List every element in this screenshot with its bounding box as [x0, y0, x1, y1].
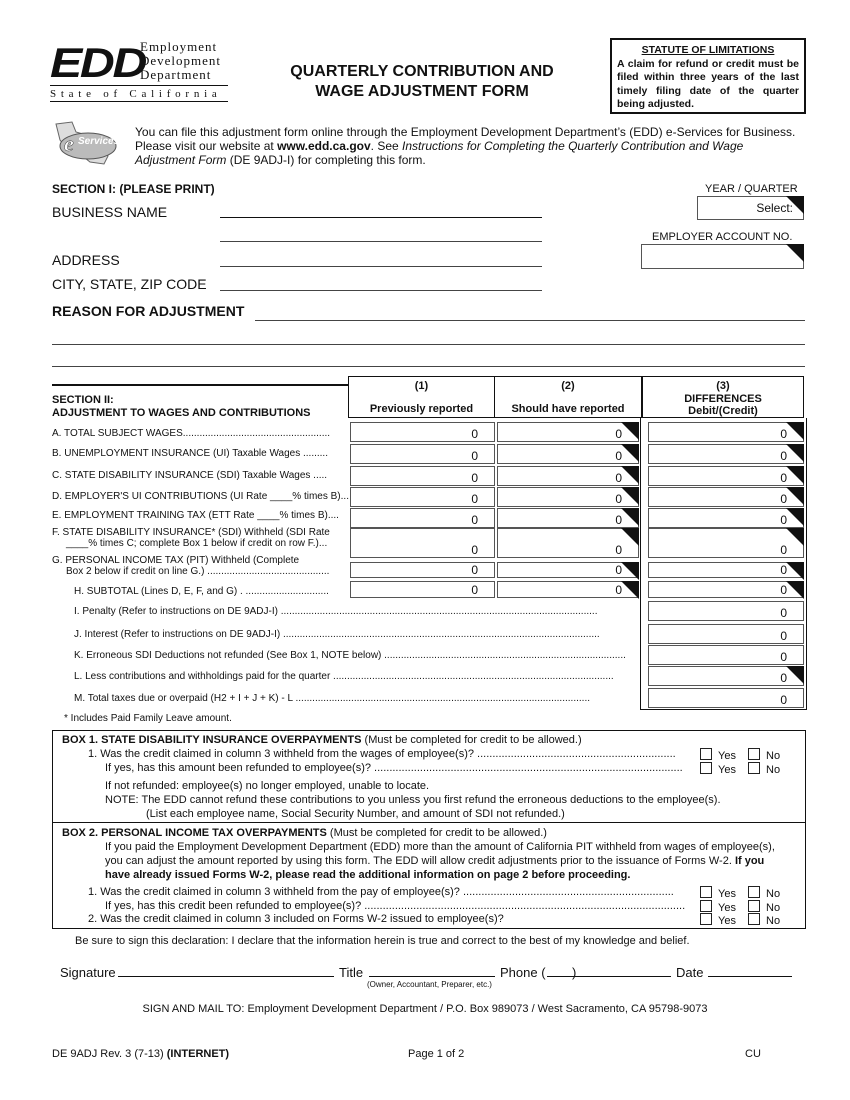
- amount-value: 0: [471, 563, 478, 577]
- statute-text: A claim for refund or credit must be filed within three years of the last timely filing date of the quarter being adjusted.: [617, 57, 799, 110]
- row-label: [52, 491, 349, 502]
- amount-field-c2[interactable]: [497, 487, 639, 507]
- amount-field-c3[interactable]: [648, 444, 804, 464]
- declaration: Be sure to sign this declaration: I declare that the information herein is true and correct to the best of my knowledge and belief.: [75, 935, 690, 947]
- checkbox-label: No: [766, 888, 781, 900]
- amount-value: 0: [780, 563, 787, 577]
- title-note: (Owner, Accountant, Preparer, etc.): [367, 980, 492, 989]
- field-corner-icon: [786, 581, 804, 599]
- page-number: Page 1 of 2: [408, 1048, 465, 1060]
- website-link[interactable]: www.edd.ca.gov: [277, 139, 371, 153]
- col3-header: [642, 376, 804, 418]
- col3-label1: DIFFERENCES: [684, 393, 762, 405]
- amount-field-c3[interactable]: [648, 466, 804, 486]
- intro-line3a: Adjustment Form: [135, 153, 227, 167]
- reason-field-3[interactable]: [52, 366, 805, 367]
- col2-label: Should have reported: [511, 403, 625, 415]
- row-label: [52, 428, 330, 439]
- checkbox-square[interactable]: [700, 886, 712, 898]
- year-quarter-select[interactable]: [697, 196, 804, 220]
- title-label: Title: [339, 965, 364, 980]
- logo-line2: Development: [140, 53, 222, 68]
- row-label-line: F. STATE DISABILITY INSURANCE* (SDI) Withheld (SDI Rate: [52, 527, 330, 538]
- yes-checkbox[interactable]: [700, 762, 736, 776]
- amount-field-c3[interactable]: [648, 581, 804, 598]
- field-corner-icon: [786, 244, 804, 262]
- checkbox-label: No: [766, 764, 781, 776]
- amount-value: 0: [471, 583, 478, 597]
- phone-label: Phone (: [500, 965, 546, 980]
- checkbox-square[interactable]: [748, 748, 760, 760]
- checkbox-square[interactable]: [700, 913, 712, 925]
- footnote: * Includes Paid Family Leave amount.: [64, 713, 232, 724]
- amount-field-c2[interactable]: [497, 528, 639, 558]
- amount-value: 0: [615, 583, 622, 597]
- amount-field-c2[interactable]: [497, 508, 639, 528]
- select-text: Select:: [756, 201, 793, 215]
- col3-num: (3): [716, 380, 730, 392]
- checkbox-label: Yes: [718, 888, 736, 900]
- checkbox-label: Yes: [718, 750, 736, 762]
- yes-checkbox[interactable]: [700, 748, 736, 762]
- employer-account-label: EMPLOYER ACCOUNT NO.: [652, 231, 793, 243]
- city-label: CITY, STATE, ZIP CODE: [52, 276, 207, 292]
- box1-title-a: BOX 1. STATE DISABILITY INSURANCE OVERPAYMENTS: [62, 734, 362, 746]
- no-checkbox[interactable]: [748, 886, 780, 900]
- amount-field-c2[interactable]: [497, 466, 639, 486]
- amount-value: 0: [780, 629, 787, 643]
- checkbox-label: No: [766, 915, 781, 927]
- box2-p3: have already issued Forms W-2, please read the additional information on page 2 before proceeding.: [105, 869, 631, 881]
- box2-p2b: If you: [734, 855, 765, 867]
- intro-line3: [135, 153, 815, 167]
- intro-line3b: (DE 9ADJ-I) for completing this form.: [226, 153, 426, 167]
- logo-line1: Employment: [140, 39, 218, 54]
- business-name-label: BUSINESS NAME: [52, 204, 168, 220]
- amount-value: 0: [615, 492, 622, 506]
- box2-title-b: (Must be completed for credit to be allowed.): [326, 827, 547, 839]
- section2-title: [52, 394, 311, 420]
- amount-field-c1[interactable]: [350, 508, 495, 528]
- amount-value: 0: [471, 543, 478, 557]
- amount-field-c3[interactable]: [648, 562, 804, 578]
- business-name-field[interactable]: [220, 217, 542, 218]
- row-label: L. Less contributions and withholdings paid for the quarter .....................................................................................................: [74, 671, 614, 682]
- checkbox-label: Yes: [718, 915, 736, 927]
- box1-title-b: (Must be completed for credit to be allowed.): [361, 734, 582, 746]
- amount-field-c2[interactable]: [497, 422, 639, 442]
- no-checkbox[interactable]: [748, 900, 780, 914]
- intro-line2: [135, 139, 815, 153]
- box1-title: [62, 734, 582, 746]
- dropdown-corner-icon: [786, 196, 804, 214]
- col3-label2: Debit/(Credit): [688, 405, 758, 417]
- employer-account-field[interactable]: [641, 244, 804, 269]
- mail-to: SIGN AND MAIL TO: Employment Development Department / P.O. Box 989073 / West Sacramento, CA 95798-9073: [142, 1003, 708, 1015]
- reason-label: REASON FOR ADJUSTMENT: [52, 303, 245, 319]
- row-label: [52, 555, 329, 577]
- field-corner-icon: [786, 422, 804, 440]
- reason-field-1[interactable]: [255, 320, 805, 321]
- intro-line2a: Please visit our website at: [135, 139, 278, 153]
- amount-value: 0: [780, 543, 787, 557]
- amount-field-c1[interactable]: [350, 422, 495, 442]
- form-title-line1: QUARTERLY CONTRIBUTION AND: [290, 63, 554, 80]
- amount-value: 0: [471, 427, 478, 441]
- amount-value: 0: [615, 427, 622, 441]
- field-corner-icon: [621, 487, 639, 505]
- field-corner-icon: [621, 562, 639, 580]
- box2-title: [62, 827, 547, 839]
- box2-title-a: BOX 2. PERSONAL INCOME TAX OVERPAYMENTS: [62, 827, 327, 839]
- form-title-line2: WAGE ADJUSTMENT FORM: [315, 83, 529, 100]
- field-corner-icon: [621, 444, 639, 462]
- yes-checkbox[interactable]: [700, 913, 736, 927]
- signature-label: Signature: [60, 965, 116, 980]
- no-checkbox[interactable]: [748, 762, 780, 776]
- checkbox-label: Yes: [718, 764, 736, 776]
- intro-line2c: . See: [370, 139, 403, 153]
- col2-num: (2): [561, 380, 575, 392]
- amount-value: 0: [780, 513, 787, 527]
- eservices-badge-icon: [50, 118, 120, 168]
- amount-value: 0: [780, 449, 787, 463]
- amount-value: 0: [471, 449, 478, 463]
- checkbox-square[interactable]: [748, 900, 760, 912]
- city-field[interactable]: [220, 290, 542, 291]
- address-label: ADDRESS: [52, 252, 120, 268]
- form-id-text: DE 9ADJ Rev. 3 (7-13): [52, 1048, 167, 1060]
- reason-field-2[interactable]: [52, 344, 805, 345]
- amount-value: 0: [615, 543, 622, 557]
- amount-field-c1[interactable]: [350, 466, 495, 486]
- row-label-line: A. TOTAL SUBJECT WAGES.....................................................: [52, 428, 331, 439]
- row-label: I. Penalty (Refer to instructions on DE 9ADJ-I) ..................................................................................................................: [74, 606, 598, 617]
- box2-p2a: you can adjust the amount reported by using this form. The EDD will allow credit adjustments prior to the issuance of Forms W-2.: [105, 855, 735, 867]
- form-code: CU: [745, 1048, 761, 1060]
- col1-num: (1): [414, 380, 429, 392]
- amount-value: 0: [780, 671, 787, 685]
- logo-line3: Department: [140, 67, 212, 82]
- svg-text:e: e: [64, 131, 74, 156]
- amount-field-c1[interactable]: [350, 581, 495, 598]
- section1-title: SECTION I: (PLEASE PRINT): [52, 182, 215, 196]
- row-label: K. Erroneous SDI Deductions not refunded (See Box 1, NOTE below) .......................................................................................: [74, 650, 626, 661]
- amount-field-c2[interactable]: [497, 562, 639, 578]
- intro-text: [135, 125, 815, 167]
- row-label: [52, 527, 330, 549]
- amount-field-c2[interactable]: [497, 581, 639, 598]
- field-corner-icon: [786, 466, 804, 484]
- row-label: M. Total taxes due or overpaid (H2 + I + J + K) - L ..........................................................................................................: [74, 693, 590, 704]
- yes-checkbox[interactable]: [700, 900, 736, 914]
- form-id: [52, 1048, 229, 1060]
- field-corner-icon: [786, 487, 804, 505]
- col1-label: Previously reported: [369, 403, 474, 415]
- amount-field-c3[interactable]: [648, 487, 804, 507]
- field-corner-icon: [786, 562, 804, 580]
- amount-field-c3[interactable]: [648, 624, 804, 644]
- amount-value: 0: [471, 492, 478, 506]
- yes-checkbox[interactable]: [700, 886, 736, 900]
- title-field[interactable]: [369, 976, 495, 977]
- logo-state: S t a t e o f C a l i f o r n i a: [50, 88, 218, 100]
- box1-q2: If yes, has this amount been refunded to employee(s)? .....................................................................................................: [105, 762, 683, 774]
- box2-p2: [105, 855, 764, 867]
- amount-value: 0: [615, 563, 622, 577]
- checkbox-square[interactable]: [700, 748, 712, 760]
- phone-close: ): [572, 965, 577, 980]
- field-corner-icon: [621, 466, 639, 484]
- amount-value: 0: [780, 492, 787, 506]
- amount-field-c1[interactable]: [350, 528, 495, 558]
- amount-field-c3[interactable]: [648, 422, 804, 442]
- badge-text: Services: [78, 136, 120, 147]
- amount-value: 0: [780, 471, 787, 485]
- row-label-line2: Box 2 below if credit on line G.) ............................................: [66, 566, 330, 577]
- box2-q1: 1. Was the credit claimed in column 3 withheld from the pay of employee(s)? .....................................................................: [88, 886, 674, 898]
- signature-field[interactable]: [118, 976, 334, 977]
- amount-value: 0: [615, 471, 622, 485]
- statute-title: STATUTE OF LIMITATIONS: [641, 44, 775, 56]
- col2-header: [495, 376, 642, 418]
- row-label-line: H. SUBTOTAL (Lines D, E, F, and G) . ..............................: [74, 586, 329, 597]
- checkbox-square[interactable]: [748, 886, 760, 898]
- amount-field-c3[interactable]: [648, 688, 804, 708]
- box1-list: (List each employee name, Social Security Number, and amount of SDI not refunded.): [146, 808, 565, 820]
- phone-field[interactable]: [547, 976, 671, 977]
- amount-field-c1[interactable]: [350, 444, 495, 464]
- amount-field-c3[interactable]: [648, 528, 804, 558]
- intro-line2d: Instructions for Completing the Quarterly Contribution and Wage: [402, 139, 744, 153]
- row-label-line: C. STATE DISABILITY INSURANCE (SDI) Taxable Wages .....: [52, 470, 328, 481]
- field-corner-icon: [621, 422, 639, 440]
- amount-value: 0: [780, 693, 787, 707]
- logo-letters: EDD: [50, 39, 146, 86]
- form-internet: (INTERNET): [166, 1048, 230, 1060]
- amount-value: 0: [615, 449, 622, 463]
- row-label-line: B. UNEMPLOYMENT INSURANCE (UI) Taxable Wages .........: [52, 448, 328, 459]
- year-quarter-label: YEAR / QUARTER: [705, 183, 798, 195]
- date-field[interactable]: [708, 976, 792, 977]
- amount-value: 0: [780, 606, 787, 620]
- row-label: [52, 510, 339, 521]
- amount-value: 0: [780, 650, 787, 664]
- address-field[interactable]: [220, 266, 542, 267]
- checkbox-square[interactable]: [748, 913, 760, 925]
- intro-line1: You can file this adjustment form online through the Employment Development Department’s (EDD) e-Services for Business.: [135, 125, 796, 139]
- row-label-line: G. PERSONAL INCOME TAX (PIT) Withheld (Complete: [52, 555, 300, 566]
- field-corner-icon: [786, 508, 804, 526]
- row-label: [52, 470, 327, 481]
- amount-value: 0: [615, 513, 622, 527]
- field-corner-icon: [621, 508, 639, 526]
- row-label-line: D. EMPLOYER'S UI CONTRIBUTIONS (UI Rate ____% times B)...: [52, 491, 349, 502]
- checkbox-square[interactable]: [700, 762, 712, 774]
- checkbox-label: No: [766, 750, 781, 762]
- checkbox-square[interactable]: [700, 900, 712, 912]
- amount-field-c1[interactable]: [350, 487, 495, 507]
- row-label: J. Interest (Refer to instructions on DE 9ADJ-I) ..................................................................................................................: [74, 629, 600, 640]
- amount-value: 0: [471, 513, 478, 527]
- field-corner-icon: [786, 528, 804, 546]
- field-corner-icon: [786, 666, 804, 684]
- checkbox-square[interactable]: [748, 762, 760, 774]
- edd-logo: [50, 40, 230, 102]
- field-corner-icon: [786, 444, 804, 462]
- amount-field-c3[interactable]: [648, 601, 804, 621]
- amount-field-c2[interactable]: [497, 444, 639, 464]
- row-label: [74, 586, 329, 597]
- amount-field-c3[interactable]: [648, 666, 804, 686]
- amount-value: 0: [780, 427, 787, 441]
- box2-p1: If you paid the Employment Development Department (EDD) more than the amount of California PIT withheld from wages of employee(s),: [105, 841, 775, 853]
- no-checkbox[interactable]: [748, 748, 780, 762]
- section2-title1: SECTION II:: [52, 394, 114, 406]
- no-checkbox[interactable]: [748, 913, 780, 927]
- col1-header: [348, 376, 495, 418]
- business-name-field-2[interactable]: [220, 241, 542, 242]
- amount-value: 0: [471, 471, 478, 485]
- box2-q2: If yes, has this credit been refunded to employee(s)? .........................................................................................................: [105, 900, 686, 912]
- amount-value: 0: [780, 583, 787, 597]
- field-corner-icon: [621, 581, 639, 599]
- form-title: [262, 62, 582, 102]
- amount-field-c3[interactable]: [648, 645, 804, 665]
- row-label: [52, 448, 328, 459]
- field-corner-icon: [621, 528, 639, 546]
- row-label-line: E. EMPLOYMENT TRAINING TAX (ETT Rate ____% times B)....: [52, 510, 339, 521]
- box1-not-refunded: If not refunded: employee(s) no longer employed, unable to locate.: [105, 780, 430, 792]
- amount-field-c1[interactable]: [350, 562, 495, 578]
- statute-box: [610, 38, 806, 114]
- box1-note: NOTE: The EDD cannot refund these contributions to you unless you first refund the erroneous deductions to the employee(s).: [105, 794, 721, 806]
- box2-q3: 2. Was the credit claimed in column 3 included on Forms W-2 issued to employee(s)?: [88, 913, 504, 925]
- checkbox-label: No: [766, 902, 781, 914]
- box1-q1: 1. Was the credit claimed in column 3 withheld from the wages of employee(s)? .................................................................: [88, 748, 676, 760]
- amount-field-c3[interactable]: [648, 508, 804, 528]
- section2-title2: ADJUSTMENT TO WAGES AND CONTRIBUTIONS: [52, 407, 311, 419]
- date-label: Date: [676, 965, 704, 980]
- checkbox-label: Yes: [718, 902, 736, 914]
- row-label-line2: ____% times C; complete Box 1 below if credit on row F.)...: [66, 538, 328, 549]
